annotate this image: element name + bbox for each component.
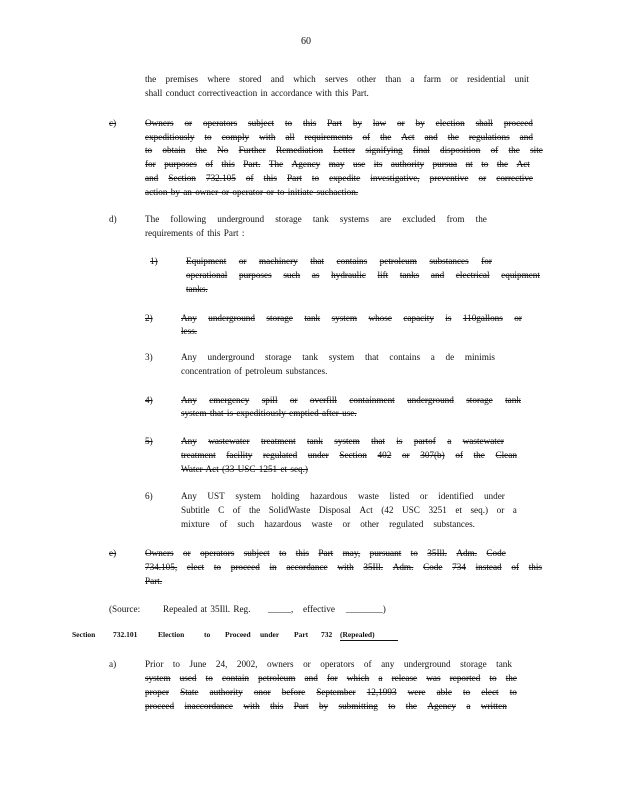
body-text-line: Any UST system holding hazardous waste listed or identified under (181, 491, 505, 501)
repealed-tag: (Repealed) (340, 630, 375, 639)
struck-text-line: and Section 732.105 of this Part to expedite investigative, preventive or corrective (145, 173, 533, 183)
struck-text-line: for purposes of this Part. The Agency may use its authority pursua nt to the Act (145, 159, 530, 169)
struck-text-line: system used to contain petroleum and for which a release was reported to the (145, 673, 517, 683)
item-label-e: e) (109, 548, 117, 558)
source-label: (Source: (109, 604, 141, 614)
section-title-word: Proceed (225, 630, 251, 639)
struck-text-line: less. (181, 326, 198, 336)
struck-text-line: action by an owner or operator or to initiate suchaction. (145, 187, 359, 197)
struck-text-line: Part. (145, 576, 163, 586)
sub-item-label: 5) (145, 436, 153, 446)
body-text-line: Any underground storage tank system that contains a de minimis (181, 352, 495, 362)
struck-text-line: Water Act (33 USC 1251 et seq.) (181, 464, 308, 474)
struck-text-line: system that is expeditiously emptied after use. (181, 408, 357, 418)
body-text-line: shall conduct correctiveaction in accordance with this Part. (145, 88, 369, 98)
section-title-word: to (204, 630, 211, 639)
body-text-line: requirements of this Part : (145, 228, 245, 238)
sub-item-label: 4) (145, 395, 153, 405)
struck-text-line: operational purposes such as hydraulic lift tanks and electrical equipment (186, 270, 540, 280)
section-title-word: Election (158, 630, 185, 639)
body-text-line: the premises where stored and which serves other than a farm or residential unit (145, 74, 529, 84)
sub-item-label: 6) (145, 491, 153, 501)
section-title-word: under (260, 630, 280, 639)
struck-text-line: proper State authority onor before September 12,1993 were able to elect to (145, 687, 517, 697)
struck-text-line: Equipment or machinery that contains petroleum substances for (186, 256, 492, 266)
struck-text-line: Any wastewater treatment tank system that is partof a wastewater (181, 436, 504, 446)
section-label: Section (72, 630, 96, 639)
struck-text-line: Any underground storage tank system whose capacity is 110gallons or (181, 313, 522, 323)
blank-date: ________) (346, 604, 386, 614)
page-number: 60 (301, 36, 311, 47)
struck-text-line: Owners or operators subject to this Part may, pursuant to 35Ill. Adm. Code (145, 548, 506, 558)
struck-text-line: tanks. (186, 284, 208, 294)
struck-text-line: proceed inaccordance with this Part by submitting to the Agency a written (145, 701, 507, 711)
item-label-d: d) (109, 214, 117, 224)
sub-item-label: 3) (145, 352, 153, 362)
sub-item-label: 1) (150, 256, 158, 266)
item-label-c: c) (109, 118, 117, 128)
struck-text-line: to obtain the No Further Remediation Letter signifying final disposition of the site (145, 145, 543, 155)
body-text-line: The following underground storage tank systems are excluded from the (145, 214, 487, 224)
body-text-line: Subtitle C of the SolidWaste Disposal Act (42 USC 3251 et seq.) or a (181, 505, 517, 515)
section-number: 732.101 (113, 630, 138, 639)
struck-text-line: Owners or operators subject to this Part by law or by election shall proceed (145, 118, 533, 128)
struck-text-line: expeditiously to comply with all requirements of the Act and the regulations and (145, 132, 533, 142)
repealed-reference: Repealed at 35Ill. Reg. (163, 604, 251, 614)
struck-text-line: treatment facility regulated under Section 402 or 307(b) of the Clean (181, 450, 517, 460)
body-text-line: mixture of such hazardous waste or other regulated substances. (181, 519, 475, 529)
item-label-a: a) (109, 659, 117, 669)
body-text-line: concentration of petroleum substances. (181, 366, 328, 376)
blank-volume: _____, (268, 604, 294, 614)
sub-item-label: 2) (145, 313, 153, 323)
body-text-line: Prior to June 24, 2002, owners or operators of any underground storage tank (145, 659, 512, 669)
section-title-word: Part (294, 630, 309, 639)
struck-text-line: Any emergency spill or overfill containment underground storage tank (181, 395, 521, 405)
effective-label: effective (303, 604, 335, 614)
heading-underline (340, 640, 398, 641)
struck-text-line: 734.105, elect to proceed in accordance with 35Ill. Adm. Code 734 instead of this (145, 562, 542, 572)
section-title-word: 732 (321, 630, 333, 639)
